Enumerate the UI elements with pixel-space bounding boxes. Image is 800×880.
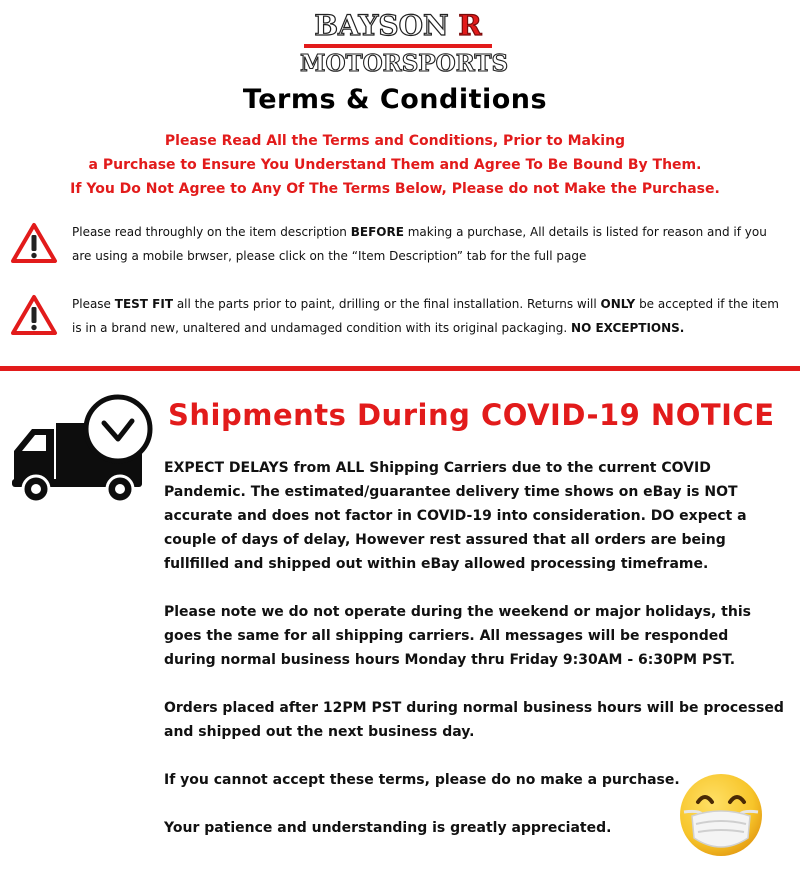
warning-icon (10, 294, 58, 336)
company-logo (300, 9, 509, 78)
logo-line1 (300, 10, 496, 42)
logo-r-letter: R (458, 9, 482, 42)
intro-notice (0, 129, 790, 201)
warning-text-description: Please read throughly on the item description BEFORE making a purchase, All details is listed for reason and if you are using a mobile brwser, please click on the “Item Description” tab for the full page (72, 225, 767, 263)
intro-line-2: a Purchase to Ensure You Understand Them and Agree To Be Bound By Them. (88, 157, 702, 173)
covid-paragraph-delays: EXPECT DELAYS from ALL Shipping Carriers due to the current COVID Pandemic. The estimated/guarantee delivery time shows on eBay is NOT accurate and does not factor in COVID-19 into consideration. DO expect a couple of days of delay, However rest assured that all orders are being fullfilled and shipped out within eBay allowed processing timeframe. (164, 460, 747, 572)
warning-text-test-fit: Please TEST FIT all the parts prior to paint, drilling or the final installation. Returns will ONLY be accepted if the item is in a brand new, unaltered and undamaged condition with its original packaging. NO EXCEPTIONS. (72, 297, 779, 335)
logo-brand-text: BAYSON (314, 9, 449, 42)
logo-line2: MOTORSPORTS (300, 50, 509, 77)
warning-icon (10, 222, 58, 264)
covid-paragraph-accept: If you cannot accept these terms, please do no make a purchase. (164, 772, 680, 788)
delivery-truck-clock-icon (10, 393, 154, 505)
covid-notice-title: Shipments During COVID-19 NOTICE (168, 398, 775, 432)
section-divider (0, 366, 800, 371)
logo-divider (304, 44, 492, 48)
covid-paragraph-cutoff: Orders placed after 12PM PST during normal business hours will be processed and shipped out the next business day. (164, 700, 784, 740)
intro-line-1: Please Read All the Terms and Conditions, Prior to Making (164, 133, 626, 149)
face-with-mask-emoji-icon (678, 772, 764, 858)
page-title: Terms & Conditions (242, 84, 548, 115)
covid-paragraph-hours: Please note we do not operate during the weekend or major holidays, this goes the same for all shipping carriers. All messages will be responded during normal business hours Monday thru Friday 9:30AM - 6:30PM PST. (164, 604, 751, 668)
intro-line-3: If You Do Not Agree to Any Of The Terms Below, Please do not Make the Purchase. (70, 181, 720, 197)
covid-paragraph-thanks: Your patience and understanding is greatly appreciated. (164, 820, 612, 836)
